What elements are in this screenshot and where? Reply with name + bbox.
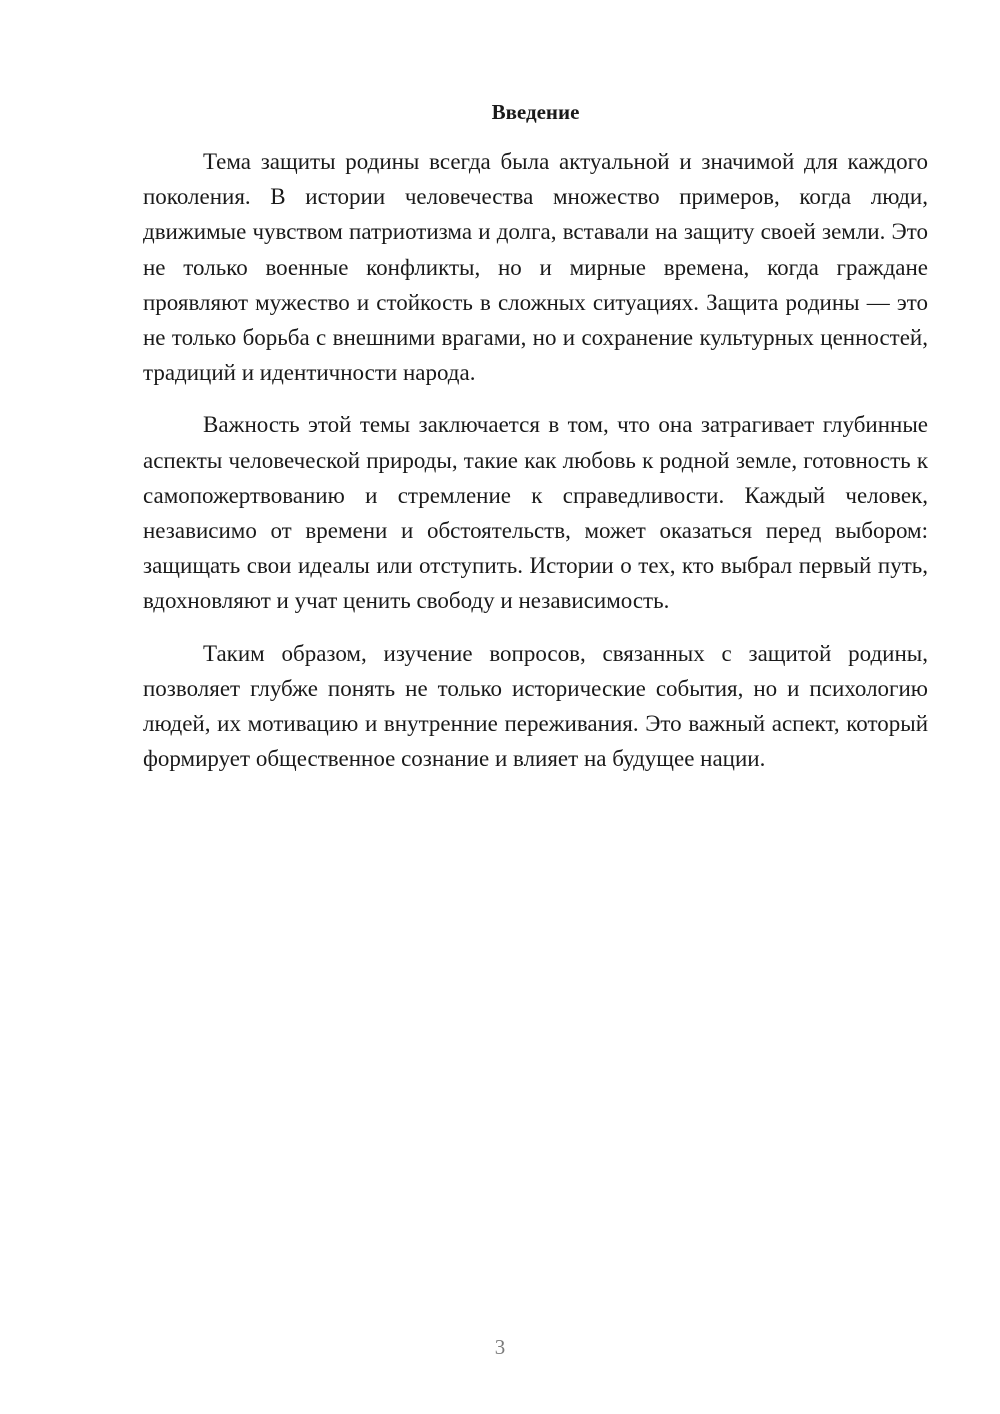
page-content [143, 98, 928, 793]
page-number: 3 [494, 1335, 506, 1359]
paragraph-3: Таким образом, изучение вопросов, связанных с защитой родины, позволяет глубже понять не только исторические события, но и психологию людей, их мотивацию и внутренние переживания. Это важный аспект, который формирует общественное сознание и влияет на будущее нации. [143, 640, 928, 772]
paragraph-1: Тема защиты родины всегда была актуальной и значимой для каждого поколения. В истории человечества множество примеров, когда люди, движимые чувством патриотизма и долга, вставали на защиту своей земли. Это не только военные конфликты, но и мирные времена, когда граждане проявляют мужество и стойкость в сложных ситуациях. Защита родины — это не только борьба с внешними врагами, но и сохранение культурных ценностей, традиций и идентичности народа. [143, 149, 928, 386]
section-heading: Введение [491, 100, 580, 124]
paragraph-2: Важность этой темы заключается в том, что она затрагивает глубинные аспекты человеческой природы, такие как любовь к родной земле, готовность к самопожертвованию и стремление к справедливости. Каждый человек, независимо от времени и обстоятельств, может оказаться перед выбором: защищать свои идеалы или отступить. Истории о тех, кто выбрал первый путь, вдохновляют и учат ценить свободу и независимость. [143, 412, 928, 614]
